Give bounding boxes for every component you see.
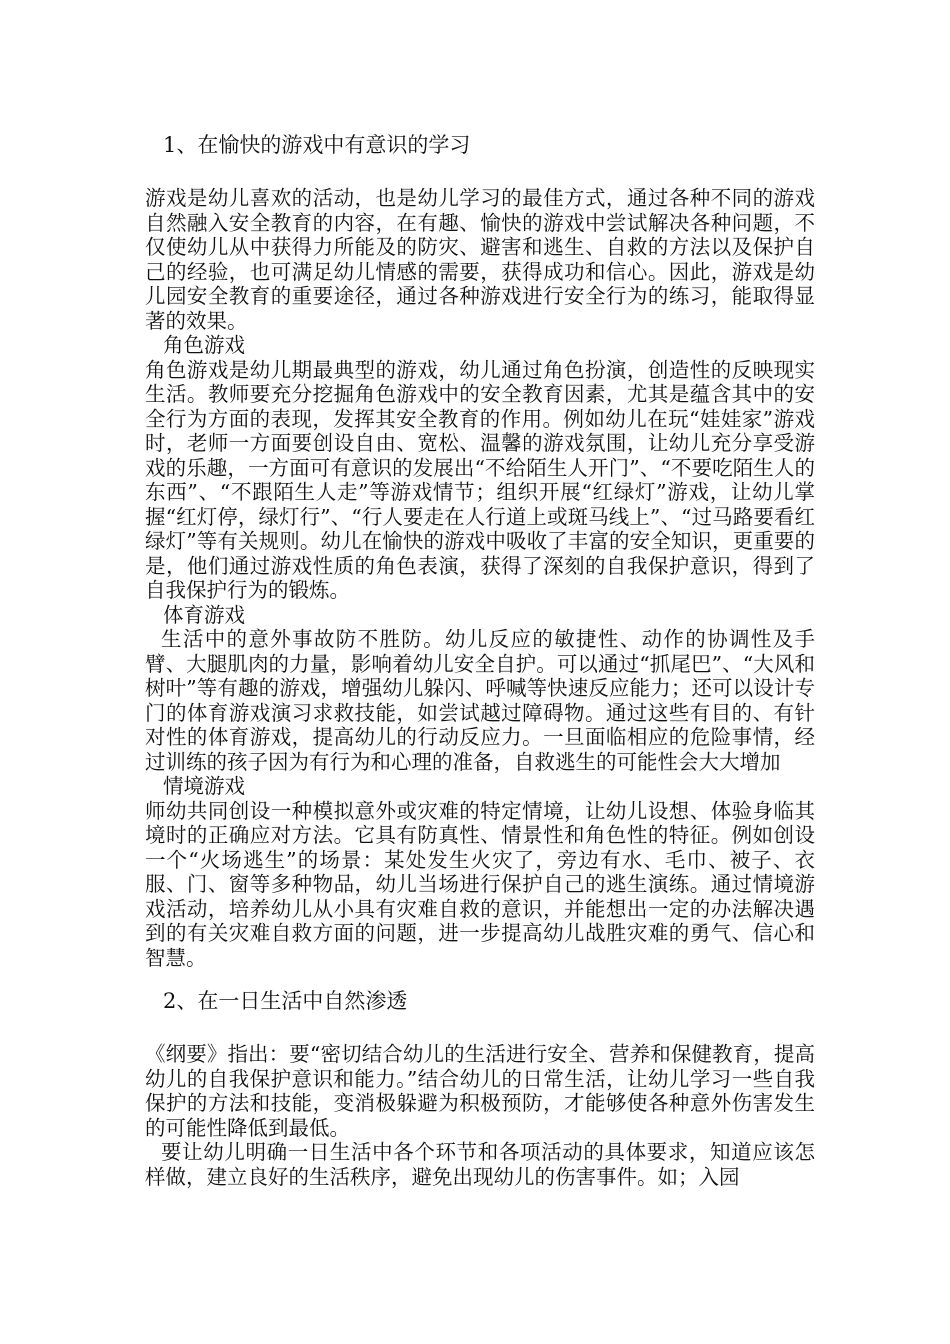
section-2-paragraph-2: 要让幼儿明确一日生活中各个环节和各项活动的具体要求，知道应该怎样做，建立良好的生活秩序，避免出现幼儿的伤害事件。如；入园	[145, 1140, 815, 1189]
section-2-heading: 2、在一日生活中自然渗透	[163, 989, 408, 1013]
sports-game-subheading: 体育游戏	[163, 602, 245, 627]
sports-game-paragraph: 生活中的意外事故防不胜防。幼儿反应的敏捷性、动作的协调性及手臂、大腿肌肉的力量，影响着幼儿安全自护。可以通过“抓尾巴”、“大风和树叶”等有趣的游戏，增强幼儿躲闪、呼喊等快速反应能力；还可以设计专门的体育游戏演习求救技能，如尝试越过障碍物。通过这些有目的、有针对性的体育游戏，提高幼儿的行动反应力。一旦面临相应的危险事情，经过训练的孩子因为有行为和心理的准备，自救逃生的可能性会大大增加	[145, 627, 815, 774]
section-1-intro-paragraph: 游戏是幼儿喜欢的活动，也是幼儿学习的最佳方式，通过各种不同的游戏自然融入安全教育的内容，在有趣、愉快的游戏中尝试解决各种问题，不仅使幼儿从中获得力所能及的防灾、避害和逃生、自救的方法以及保护自己的经验，也可满足幼儿情感的需要，获得成功和信心。因此，游戏是幼儿园安全教育的重要途径，通过各种游戏进行安全行为的练习，能取得显著的效果。	[145, 186, 815, 333]
role-game-paragraph: 角色游戏是幼儿期最典型的游戏，幼儿通过角色扮演，创造性的反映现实生活。教师要充分挖掘角色游戏中的安全教育因素，尤其是蕴含其中的安全行为方面的表现，发挥其安全教育的作用。例如幼儿在玩“娃娃家”游戏时，老师一方面要创设自由、宽松、温馨的游戏氛围，让幼儿充分享受游戏的乐趣，一方面可有意识的发展出“不给陌生人开门”、“不要吃陌生人的东西”、“不跟陌生人走”等游戏情节；组织开展“红绿灯”游戏，让幼儿掌握“红灯停，绿灯行”、“行人要走在人行道上或斑马线上”、“过马路要看红绿灯”等有关规则。幼儿在愉快的游戏中吸收了丰富的安全知识，更重要的是，他们通过游戏性质的角色表演，获得了深刻的自我保护意识，得到了自我保护行为的锻炼。	[145, 357, 815, 602]
role-game-subheading: 角色游戏	[163, 333, 245, 357]
situation-game-subheading: 情境游戏	[163, 774, 245, 798]
situation-game-paragraph: 师幼共同创设一种模拟意外或灾难的特定情境，让幼儿设想、体验身临其境时的正确应对方法。它具有防真性、情景性和角色性的特征。例如创设一个“火场逃生”的场景：某处发生火灾了，旁边有水、毛巾、被子、衣服、门、窗等多种物品，幼儿当场进行保护自己的逃生演练。通过情境游戏活动，培养幼儿从小具有灾难自救的意识，并能想出一定的办法解决遇到的有关灾难自救方面的问题，进一步提高幼儿战胜灾难的勇气、信心和智慧。	[145, 798, 815, 970]
section-1-heading: 1、在愉快的游戏中有意识的学习	[163, 133, 471, 157]
document-page	[145, 132, 815, 1189]
section-2-intro-paragraph: 《纲要》指出：要“密切结合幼儿的生活进行安全、营养和保健教育，提高幼儿的自我保护意识和能力。”结合幼儿的日常生活，让幼儿学习一些自我保护的方法和技能，变消极躲避为积极预防，才能够使各种意外伤害发生的可能性降低到最低。	[145, 1042, 815, 1140]
